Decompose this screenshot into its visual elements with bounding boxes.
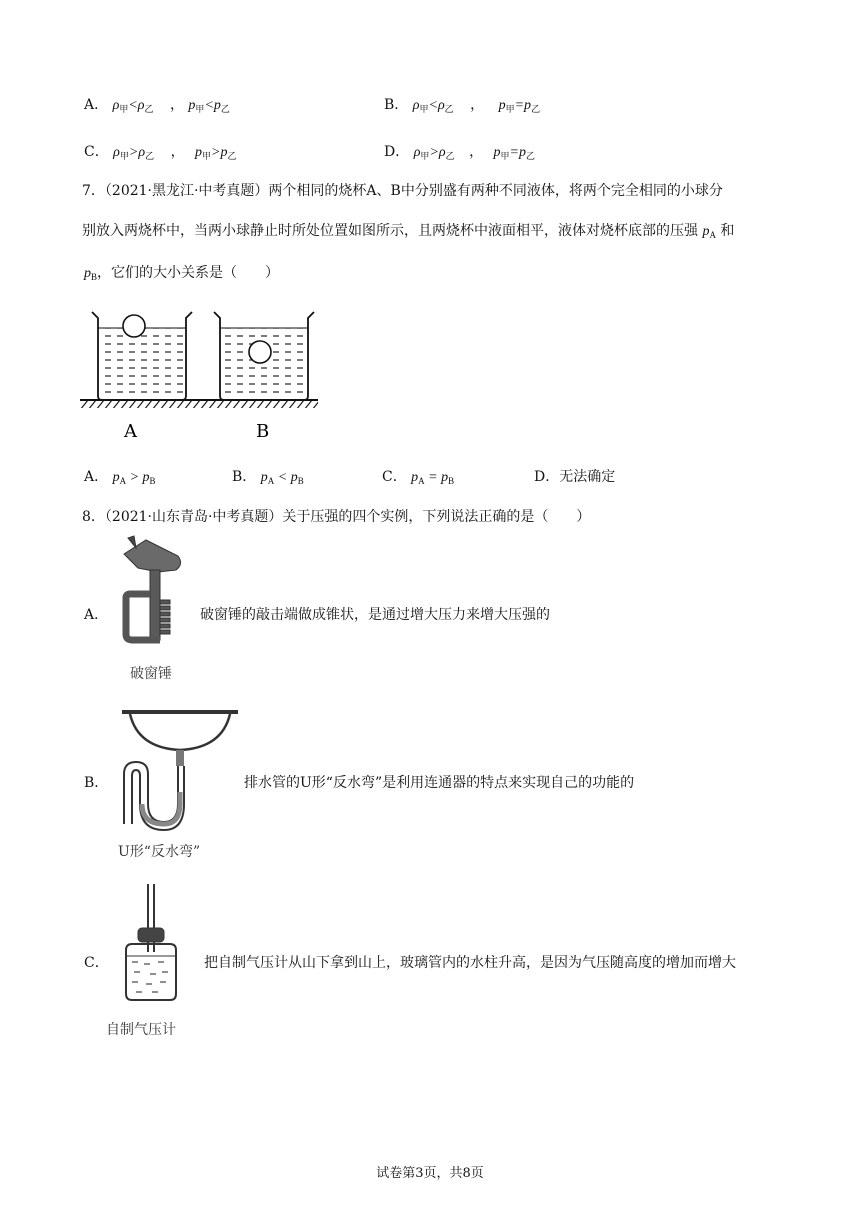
- window-breaker-hammer-image: [116, 534, 206, 684]
- q6-d-rho: $\rho_甲>\rho_乙$: [413, 145, 455, 161]
- q7-option-d: [534, 468, 615, 486]
- q6-b-rho: $\rho_甲<\rho_乙$: [412, 98, 454, 114]
- q8-option-c-label: C．: [84, 955, 109, 971]
- q6-c-rho: $\rho_甲>\rho_乙$: [113, 145, 155, 161]
- q7-option-b: [232, 468, 304, 490]
- q7-b-formula: $p_A < p_B$: [260, 470, 304, 486]
- q6-a-rho: $\rho_甲<\rho_乙$: [112, 98, 154, 114]
- option-label: B．: [232, 469, 257, 485]
- q7-line2-text: 别放入两烧杯中，当两小球静止时所处位置如图所示，且两烧杯中液面相平，液体对烧杯底部的压强: [82, 223, 698, 239]
- barometer-caption: 自制气压计: [106, 1022, 176, 1038]
- u-trap-caption: U形“反水弯”: [118, 844, 201, 860]
- homemade-barometer-image: [104, 882, 204, 1042]
- option-label: B．: [384, 97, 409, 113]
- q6-a-p: $p_甲<p_乙$: [188, 98, 230, 114]
- q6-option-d: D． $\rho_甲>\rho_乙$ ， $p_甲=p_乙$: [384, 144, 536, 161]
- q7-c-formula: $p_A = p_B$: [411, 470, 455, 486]
- q8-option-b-label: B．: [84, 775, 109, 791]
- q7-stem-line2: [82, 222, 734, 244]
- q7-option-a: [84, 468, 156, 490]
- q7-pb-symbol: $p_B$: [84, 266, 98, 282]
- option-label: D．: [384, 144, 410, 160]
- q7-line2-tail: 和: [720, 223, 735, 239]
- q8-option-a-text: 破窗锤的敲击端做成锥状，是通过增大压力来增大压强的: [200, 607, 550, 623]
- q7-beakers-figure: [80, 300, 400, 450]
- q6-option-c: C． $\rho_甲>\rho_乙$ ， $p_甲>p_乙$: [84, 144, 237, 161]
- option-label: A．: [84, 469, 109, 485]
- beaker-a-label: A: [124, 421, 137, 442]
- beaker-b-label: B: [256, 421, 270, 442]
- q6-option-a: A． $\rho_甲<\rho_乙$ ， $p_甲<p_乙$: [84, 97, 230, 114]
- option-label: C．: [84, 144, 109, 160]
- q8-option-b-text: 排水管的U形“反水弯”是利用连通器的特点来实现自己的功能的: [244, 775, 635, 791]
- beaker-a: [92, 312, 192, 400]
- q7-stem-line3: [84, 264, 279, 286]
- page-footer: 试卷第3页，共8页: [376, 1166, 484, 1181]
- q8-stem: 8．（2021·山东青岛·中考真题）关于压强的四个实例，下列说法正确的是（ ）: [82, 509, 591, 525]
- q8-option-a-label: A．: [84, 607, 109, 623]
- q7-stem-line1: 7．（2021·黑龙江·中考真题）两个相同的烧杯A、B中分别盛有两种不同液体，将两个完全相同的小球分: [82, 183, 723, 199]
- q7-option-c: [382, 468, 454, 490]
- option-label: A．: [84, 97, 109, 113]
- option-label: D．: [534, 469, 560, 485]
- q6-d-p: $p_甲=p_乙$: [493, 145, 536, 161]
- q8-option-c-text: 把自制气压计从山下拿到山上，玻璃管内的水柱升高，是因为气压随高度的增加而增大: [204, 955, 736, 971]
- q7-a-formula: $p_A > p_B$: [112, 470, 156, 486]
- beaker-b: [214, 312, 314, 400]
- sink-u-trap-image: [118, 704, 248, 864]
- q6-c-p: $p_甲>p_乙$: [195, 145, 237, 161]
- q7-line3-text: ，它们的大小关系是（ ）: [97, 265, 280, 281]
- q6-b-p: $p_甲=p_乙$: [498, 98, 541, 114]
- option-label: C．: [382, 469, 407, 485]
- ground-surface: [80, 400, 318, 408]
- q6-option-b: B． $\rho_甲<\rho_乙$ ， $p_甲=p_乙$: [384, 97, 541, 114]
- q7-pa-symbol: $p_A$: [702, 224, 716, 240]
- hammer-caption: 破窗锤: [130, 666, 172, 682]
- option-text: 无法确定: [559, 469, 616, 485]
